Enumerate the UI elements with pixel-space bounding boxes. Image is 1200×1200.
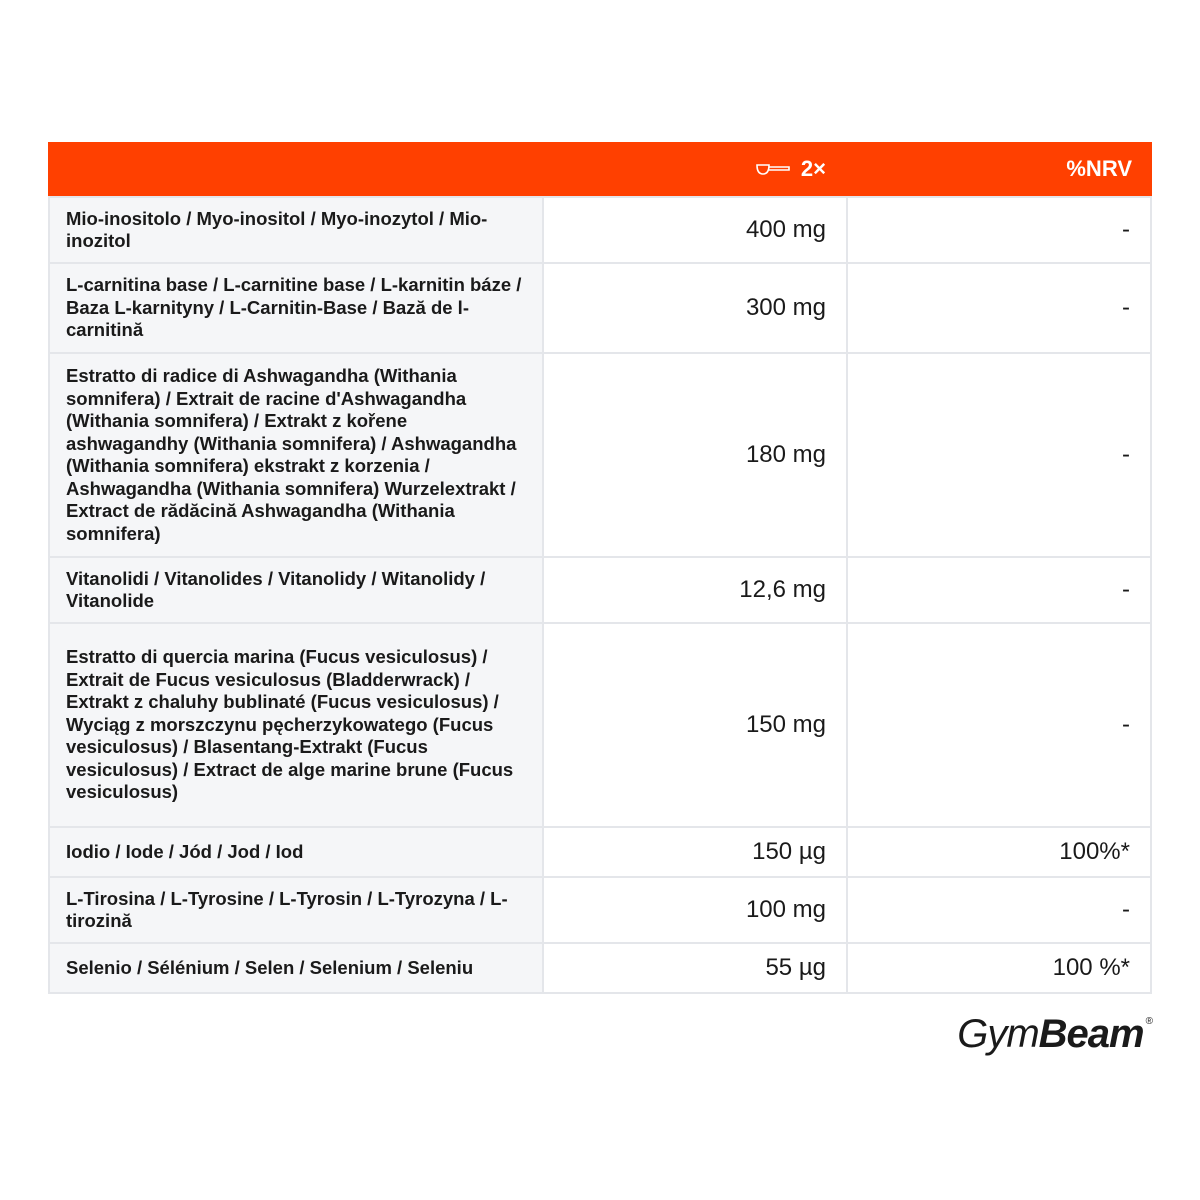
nrv-label: %NRV <box>1066 156 1132 181</box>
table-header <box>48 142 1152 196</box>
table-row <box>50 556 1150 622</box>
ingredient-amount: 180 mg <box>544 354 848 556</box>
ingredient-amount: 150 µg <box>544 828 848 876</box>
ingredient-nrv: - <box>1122 896 1130 923</box>
ingredient-nrv: - <box>1122 711 1130 738</box>
table-row <box>50 262 1150 352</box>
ingredient-nrv: - <box>1122 441 1130 468</box>
header-nrv-column <box>846 142 1152 196</box>
table-row <box>50 876 1150 942</box>
ingredient-nrv: 100%* <box>1059 838 1130 865</box>
logo-text-beam: Beam <box>1038 1012 1144 1056</box>
logo-text-gym: Gym <box>957 1012 1039 1056</box>
ingredient-amount: 150 mg <box>544 624 848 826</box>
ingredient-amount: 400 mg <box>544 198 848 262</box>
table-row <box>50 826 1150 876</box>
registered-mark: ® <box>1145 1016 1152 1027</box>
ingredient-nrv: - <box>1122 576 1130 603</box>
table-row <box>50 622 1150 826</box>
ingredient-name: Vitanolidi / Vitanolides / Vitanolidy / Witanolidy / Vitanolide <box>50 558 544 622</box>
table-row <box>50 196 1150 262</box>
ingredient-name: Estratto di quercia marina (Fucus vesiculosus) / Extrait de Fucus vesiculosus (Bladderwrack) / Extrakt z chaluhy bublinaté (Fucus vesiculosus) / Wyciąg z morszczynu pęcherzykowatego (Fucus vesiculosus) / Blasentang-Extrakt (Fucus vesiculosus) / Extract de alge marine brune (Fucus vesiculosus) <box>50 624 544 826</box>
ingredient-nrv: - <box>1122 216 1130 243</box>
serving-label: 2× <box>800 156 826 181</box>
table-row <box>50 942 1150 992</box>
scoop-icon <box>755 160 791 178</box>
ingredient-name: L-carnitina base / L-carnitine base / L-karnitin báze / Baza L-karnityny / L-Carnitin-Base / Bază de l-carnitină <box>50 264 544 352</box>
ingredient-nrv: - <box>1122 294 1130 321</box>
table-row <box>50 352 1150 556</box>
ingredient-name: Estratto di radice di Ashwagandha (Withania somnifera) / Extrait de racine d'Ashwagandha (Withania somnifera) / Extrakt z kořene ashwagandhy (Withania somnifera) / Ashwagandha (Withania somnifera) ekstrakt z korzenia / Ashwagandha (Withania somnifera) Wurzelextrakt / Extract de rădăcină Ashwagandha (Withania somnifera) <box>50 354 544 556</box>
ingredient-name: Mio-inositolo / Myo-inositol / Myo-inozytol / Mio-inozitol <box>50 198 544 262</box>
ingredient-name: Iodio / Iode / Jód / Jod / Iod <box>50 828 544 876</box>
ingredient-amount: 300 mg <box>544 264 848 352</box>
gymbeam-logo <box>957 1012 1152 1057</box>
ingredient-name: L-Tirosina / L-Tyrosine / L-Tyrosin / L-Tyrozyna / L-tirozină <box>50 878 544 942</box>
ingredient-amount: 100 mg <box>544 878 848 942</box>
header-name-column <box>48 142 542 196</box>
nutrition-table <box>48 142 1152 994</box>
header-serving-column <box>542 142 846 196</box>
ingredient-name: Selenio / Sélénium / Selen / Selenium / Seleniu <box>50 944 544 992</box>
ingredient-amount: 55 µg <box>544 944 848 992</box>
ingredient-amount: 12,6 mg <box>544 558 848 622</box>
ingredient-nrv: 100 %* <box>1052 954 1130 981</box>
